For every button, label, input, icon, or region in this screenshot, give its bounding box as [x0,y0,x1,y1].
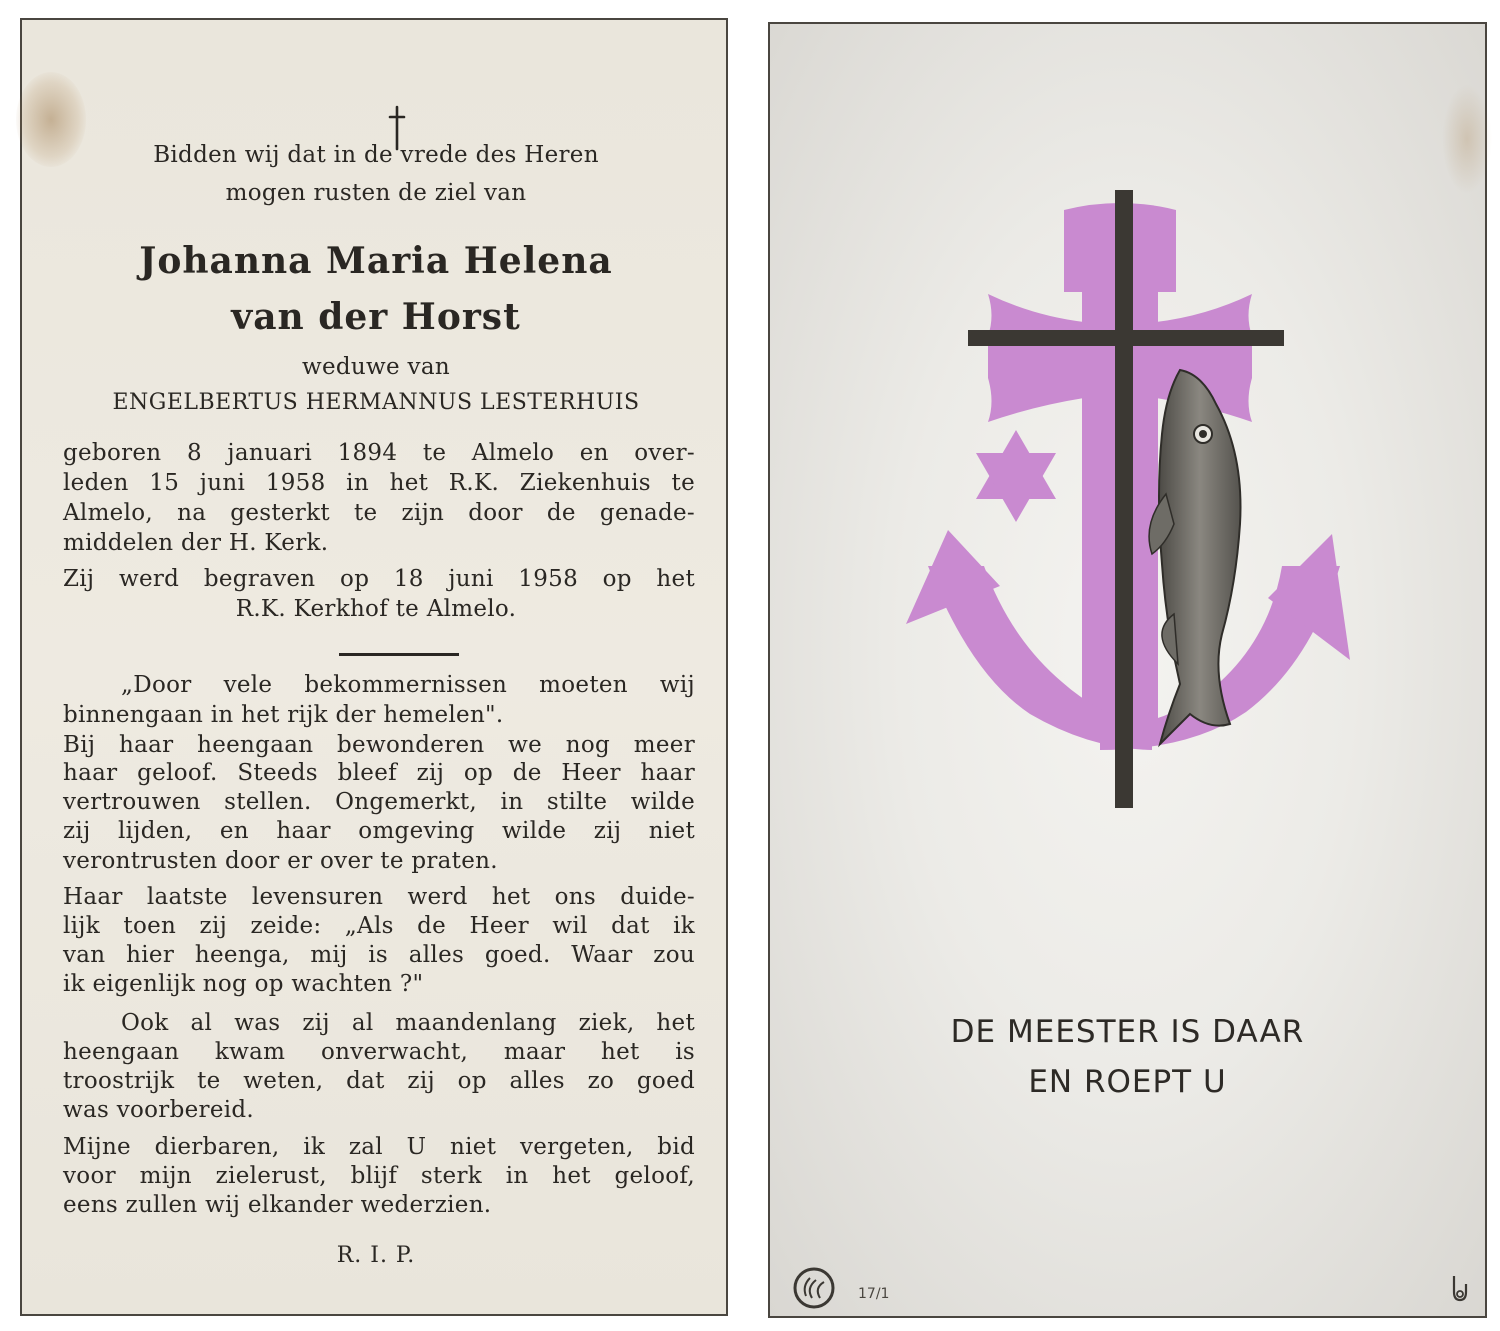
text-line: van hier heenga, mij is alles goed. Waar zou [63,942,695,968]
text-line: Mijne dierbaren, ik zal U niet vergeten, bid [63,1134,695,1160]
text-line: eens zullen wij elkander wederzien. [63,1192,492,1218]
text-card [20,18,728,1316]
text-line: zij lijden, en haar omgeving wilde zij niet [63,818,695,844]
star-of-david-icon [976,430,1056,522]
quote-line: binnengaan in het rijk der hemelen". [63,702,504,728]
image-card [768,22,1487,1318]
text-line: troostrijk te weten, dat zij op alles zo goed [63,1068,695,1094]
bio-line: middelen der H. Kerk. [63,530,329,556]
burial-line-2: R.K. Kerkhof te Almelo. [235,596,517,622]
divider-rule [339,653,459,656]
rip-text: R. I. P. [336,1243,416,1268]
text-line: haar geloof. Steeds bleef zij op de Heer haar [63,760,695,786]
quote-line: „Door vele bekommernissen moeten wij [121,672,695,698]
spouse-name: ENGELBERTUS HERMANNUS LESTERHUIS [112,390,640,415]
text-line: ik eigenlijk nog op wachten ?" [63,971,424,997]
bio-line: Almelo, na gesterkt te zijn door de genade- [63,500,695,526]
publisher-logo-icon [792,1266,836,1310]
bio-line: leden 15 juni 1958 in het R.K. Ziekenhuis te [63,470,695,496]
burial-line-1: Zij werd begraven op 18 juni 1958 op het [63,566,695,592]
print-code: 17/1 [858,1286,890,1302]
bio-line: geboren 8 januari 1894 te Almelo en over- [63,440,695,466]
widow-of-label: weduwe van [302,354,450,380]
deceased-name-line-1: Johanna Maria Helena [139,240,613,282]
text-line: verontrusten door er over te praten. [63,848,498,874]
caption-line-2: EN ROEPT U [1028,1064,1227,1100]
text-line: vertrouwen stellen. Ongemerkt, in stilte wilde [63,789,695,815]
text-line: Haar laatste levensuren werd het ons duide- [63,884,695,910]
prayer-line-1: Bidden wij dat in de vrede des Heren [153,142,599,168]
text-line: voor mijn zielerust, blijf sterk in het geloof, [63,1163,695,1189]
monogram-icon [1448,1274,1472,1304]
text-line: Bij haar heengaan bewonderen we nog meer [63,732,695,758]
text-line: lijk toen zij zeide: „Als de Heer wil dat ik [63,913,695,939]
text-line: heengaan kwam onverwacht, maar het is [63,1039,695,1065]
prayer-line-2: mogen rusten de ziel van [225,180,527,206]
deceased-name-line-2: van der Horst [231,296,521,338]
caption-line-1: DE MEESTER IS DAAR [950,1014,1305,1050]
text-line: was voorbereid. [63,1097,255,1123]
anchor-cross-fish-emblem [770,24,1489,1320]
text-line: Ook al was zij al maandenlang ziek, het [121,1010,695,1036]
